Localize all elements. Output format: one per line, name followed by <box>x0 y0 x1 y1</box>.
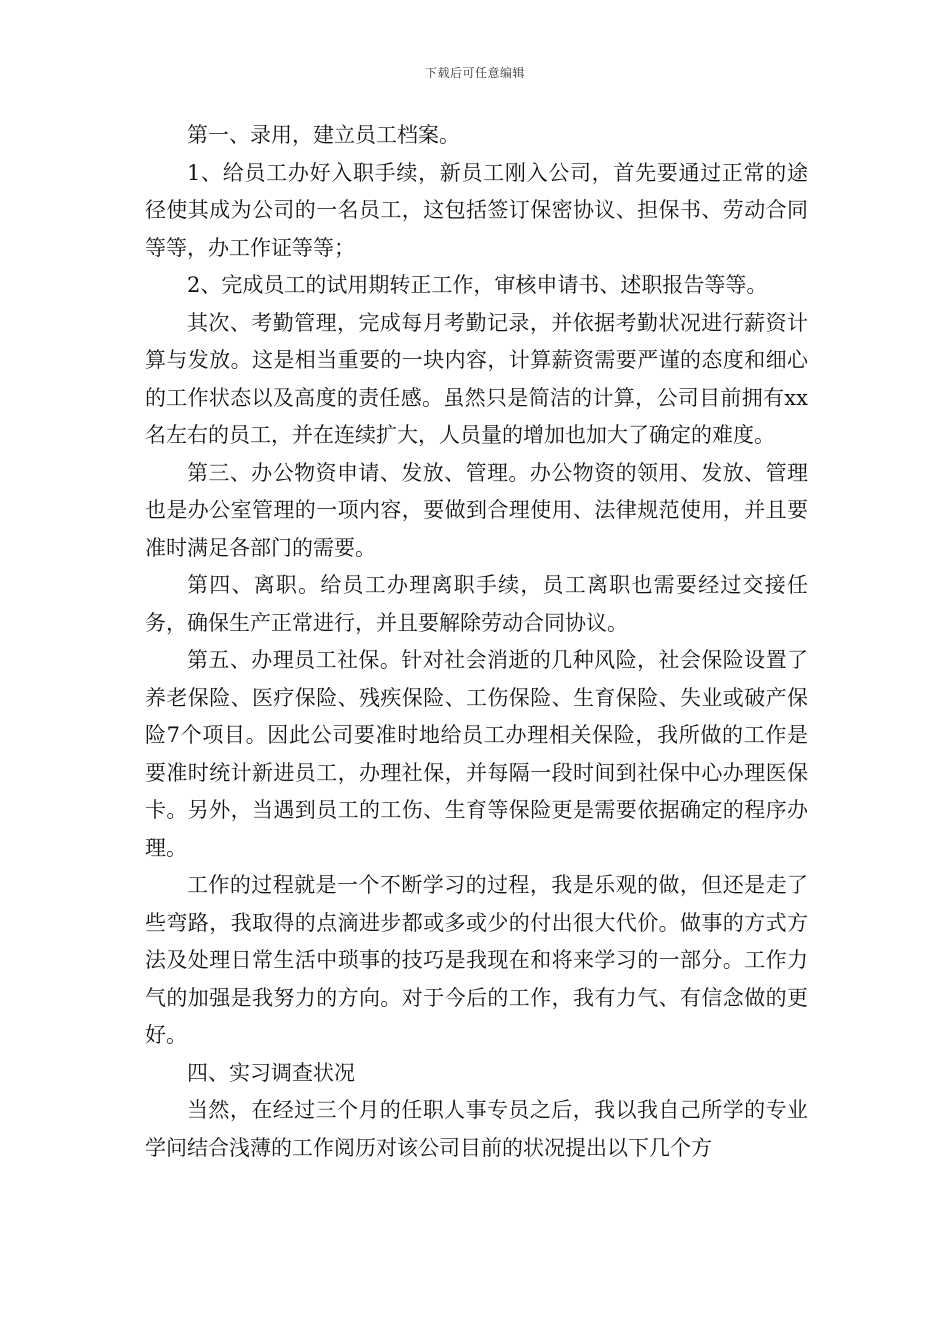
paragraph-survey-intro: 当然，在经过三个月的任职人事专员之后，我以我自己所学的专业学问结合浅薄的工作阅历对该公司目前的状况提出以下几个方 <box>145 1098 808 1160</box>
paragraph-office-supplies: 第三、办公物资申请、发放、管理。办公物资的领用、发放、管理也是办公室管理的一项内容，要做到合理使用、法律规范使用，并且要准时满足各部门的需要。 <box>145 460 808 560</box>
paragraph-probation: 2、完成员工的试用期转正工作，审核申请书、述职报告等等。 <box>187 273 768 297</box>
paragraph-resignation: 第四、离职。给员工办理离职手续，员工离职也需要经过交接任务，确保生产正常进行，并且要解除劳动合同协议。 <box>145 573 808 635</box>
paragraph-social-insurance: 第五、办理员工社保。针对社会消逝的几种风险，社会保险设置了养老保险、医疗保险、残疾保险、工伤保险、生育保险、失业或破产保险7个项目。因此公司要准时地给员工办理相关保险，我所做的工作是要准时统计新进员工，办理社保，并每隔一段时间到社保中心办理医保卡。另外，当遇到员工的工伤、生育等保险更是需要依据确定的程序办理。 <box>145 648 808 860</box>
paragraph-reflection: 工作的过程就是一个不断学习的过程，我是乐观的做，但还是走了些弯路，我取得的点滴进步都或多或少的付出很大代价。做事的方式方法及处理日常生活中琐事的技巧是我现在和将来学习的一部分。工作力气的加强是我努力的方向。对于今后的工作，我有力气、有信念做的更好。 <box>145 873 808 1047</box>
paragraph-onboarding: 1、给员工办好入职手续，新员工刚入公司，首先要通过正常的途径使其成为公司的一名员工，这包括签订保密协议、担保书、劳动合同等等，办工作证等等； <box>145 160 808 260</box>
document-body <box>145 117 808 1167</box>
paragraph-attendance: 其次、考勤管理，完成每月考勤记录，并依据考勤状况进行薪资计算与发放。这是相当重要的一块内容，计算薪资需要严谨的态度和细心的工作状态以及高度的责任感。虽然只是简洁的计算，公司目前拥有xx名左右的员工，并在连续扩大，人员量的增加也加大了确定的难度。 <box>145 310 808 447</box>
section-heading-survey: 四、实习调查状况 <box>187 1060 355 1085</box>
page-header-note: 下载后可任意编辑 <box>424 66 525 80</box>
paragraph-hiring: 第一、录用，建立员工档案。 <box>187 123 460 147</box>
